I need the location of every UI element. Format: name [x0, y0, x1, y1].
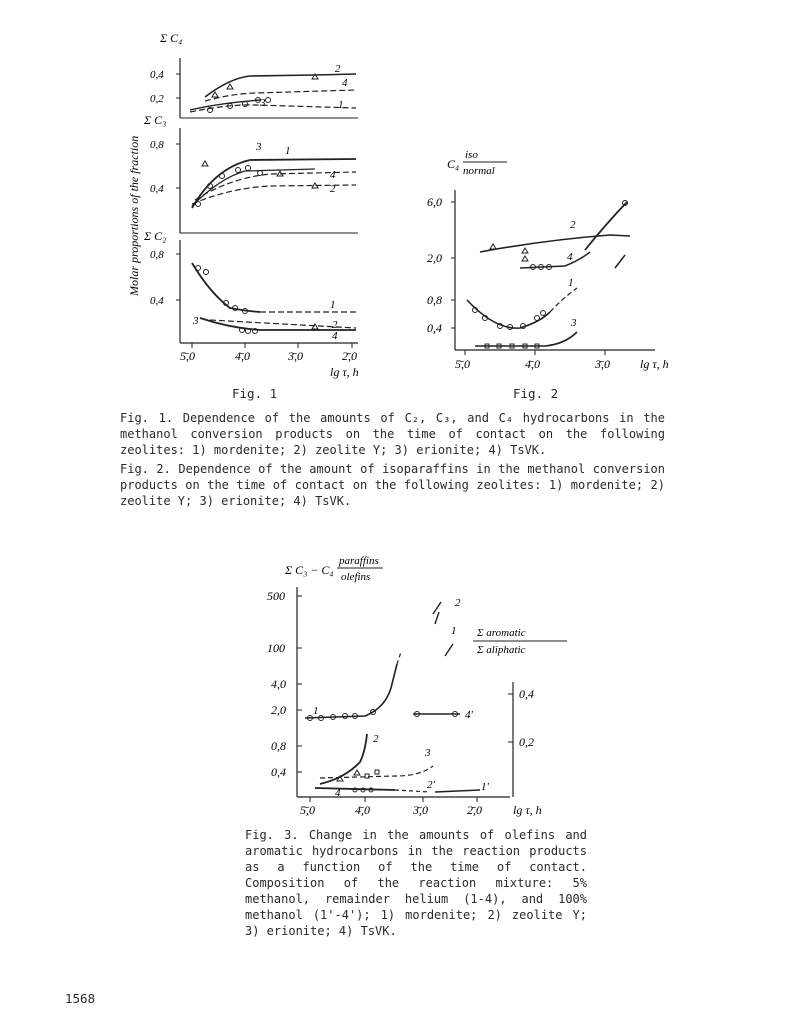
fig1-c3-label-4: 4: [330, 169, 336, 181]
fig3-label-4prime: 4': [465, 709, 473, 721]
fig1-c4-label-1: 1: [338, 99, 344, 111]
fig1-x-tick-3: 3̄,0: [288, 349, 303, 363]
fig2-y-tick-3: 0,8: [427, 293, 442, 307]
fig1-c2-label-3: 3: [193, 315, 199, 327]
fig3-label-den: olefins: [341, 571, 371, 583]
figure-3-plot: [255, 552, 585, 822]
fig1-c4-label-2: 2: [335, 63, 341, 75]
fig3-x-tick-2: 4̄,0: [355, 803, 370, 817]
fig1-c2-label-1: 1: [330, 299, 336, 311]
fig2-y-tick-4: 0,4: [427, 321, 442, 335]
figure-1-plot: [120, 28, 380, 388]
fig3-label-2-top: 2: [455, 597, 461, 609]
fig3-label-3: 3: [425, 747, 431, 759]
fig3-y-tick-5: 0,8: [271, 739, 286, 753]
fig1-c2-label-4: 4: [332, 330, 338, 342]
fig2-label: Fig. 2: [513, 386, 559, 401]
fig1-c3-label-1: 1: [285, 145, 291, 157]
fig2-label-4: 4: [567, 251, 573, 263]
fig1-c3-label-2: 2: [330, 183, 336, 195]
fig2-label-1: 1: [568, 277, 574, 289]
fig1-c2-tick-1: 0,8: [150, 249, 164, 261]
caption-fig3: Fig. 3. Change in the amounts of olefins and aromatic hydrocarbons in the reaction products as a function of the time of contact. Composition of the reaction mixture: 5% methanol, remainder helium (1-4), and 100% methanol (1'-4'); 1) mordenite; 2) zeolite Y; 3) erionite; 4) TsVK.: [245, 828, 587, 938]
fig1-label: Fig. 1: [232, 386, 278, 401]
fig3-y-tick-1: 500: [267, 589, 285, 603]
fig2-label-2: 2: [570, 219, 576, 231]
fig1-label-c4: Σ C₄: [160, 31, 183, 45]
fig2-x-tick-1: 5̄,0: [455, 357, 470, 371]
fig1-label-c3: Σ C₃: [144, 113, 167, 127]
fig3-y-tick-4: 2,0: [271, 703, 286, 717]
fig2-x-tick-3: 3̄,0: [595, 357, 610, 371]
fig3-label-2prime: 2': [427, 779, 435, 791]
fig2-label-3: 3: [571, 317, 577, 329]
fig3-x-tick-3: 3̄,0: [413, 803, 428, 817]
fig1-c4-label-3: 3: [260, 97, 266, 109]
fig1-c2-tick-2: 0,4: [150, 295, 164, 307]
fig1-c3-label-3: 3: [256, 141, 262, 153]
fig1-c3-tick-2: 0,4: [150, 183, 164, 195]
fig2-x-axis-label: lg τ, h: [640, 357, 669, 371]
fig3-y-tick-2: 100: [267, 641, 285, 655]
fig1-y-axis-title: Molar proportions of the fraction: [127, 135, 141, 296]
fig1-c4-tick-1: 0,4: [150, 69, 164, 81]
caption-fig1: Fig. 1. Dependence of the amounts of C₂, C₃, and C₄ hydrocarbons in the methanol conversion products on the time of contact on the following zeolites: 1) mordenite; 2) zeolite Y; 3) erionite; 4) TsVK.: [120, 411, 665, 457]
fig3-x-axis-label: lg τ, h: [513, 803, 542, 817]
fig1-x-tick-4: 2̄,0: [342, 349, 357, 363]
fig3-x-tick-4: 2̄,0: [467, 803, 482, 817]
fig2-y-tick-2: 2,0: [427, 251, 442, 265]
figure-1: [120, 28, 380, 388]
fig1-c4-label-4: 4: [342, 77, 348, 89]
fig1-label-c2: Σ C₂: [144, 229, 167, 243]
fig3-label-4: 4: [335, 787, 341, 799]
fig2-y-label-den: normal: [463, 165, 495, 177]
fig3-label-1prime: 1': [481, 781, 489, 793]
fig3-y-tick-right-2: 0,2: [519, 735, 534, 749]
fig3-x-tick-1: 5̄,0: [300, 803, 315, 817]
fig1-x-axis-label: lg τ, h: [330, 365, 359, 379]
fig2-y-tick-1: 6,0: [427, 195, 442, 209]
fig3-y-tick-3: 4,0: [271, 677, 286, 691]
figure-2-plot: [425, 140, 725, 380]
fig2-y-label-main: C₄: [447, 157, 460, 171]
fig1-c4-tick-2: 0,2: [150, 93, 164, 105]
figure-2: [425, 140, 725, 380]
fig3-y-tick-right-1: 0,4: [519, 687, 534, 701]
fig3-y-tick-6: 0,4: [271, 765, 286, 779]
caption-fig2: Fig. 2. Dependence of the amount of isoparaffins in the methanol conversion products on the time of contact on the following zeolites: 1) mordenite; 2) zeolite Y; 3) erionite; 4) TsVK.: [120, 462, 665, 508]
fig3-label-left: Σ C₃ − C₄: [285, 563, 334, 577]
figure-3: [255, 552, 585, 822]
fig2-y-label-num: iso: [465, 149, 478, 161]
fig3-legend-num: Σ aromatic: [477, 627, 526, 639]
fig3-legend-den: Σ aliphatic: [477, 644, 526, 656]
fig3-label-1: 1: [313, 705, 319, 717]
fig1-c2-label-2: 2: [332, 319, 338, 331]
fig3-label-1-top: 1: [451, 625, 457, 637]
fig3-label-2: 2: [373, 733, 379, 745]
fig2-x-tick-2: 4̄,0: [525, 357, 540, 371]
fig3-label-num: paraffins: [339, 555, 379, 567]
fig1-x-tick-2: 4̄,0: [235, 349, 250, 363]
fig1-x-tick-1: 5̄,0: [180, 349, 195, 363]
fig1-c4-curve-2: [205, 74, 356, 97]
fig1-c3-tick-1: 0,8: [150, 139, 164, 151]
page-number: 1568: [65, 991, 96, 1006]
